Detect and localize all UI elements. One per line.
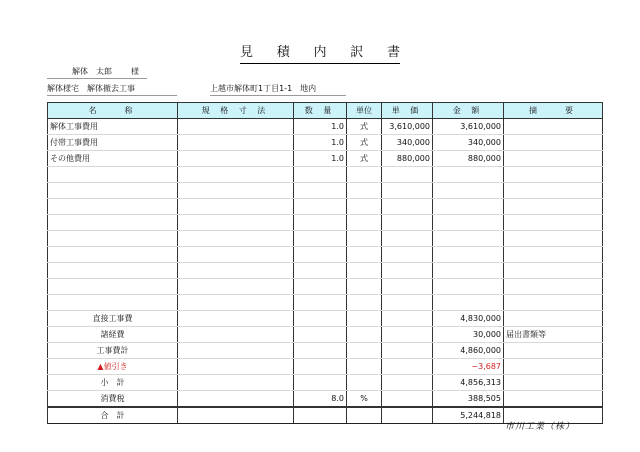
- cell-qty: 1.0: [294, 135, 347, 151]
- summary-row-direct-cost: [48, 311, 603, 327]
- cell-name: 付帯工事費用: [48, 135, 178, 151]
- cell-note: [504, 135, 603, 151]
- summary-label: 小 計: [48, 375, 178, 391]
- cell-spec: [178, 135, 294, 151]
- project-address: 上越市解体町1丁目1-1 地内: [210, 83, 346, 96]
- empty-row: [48, 263, 603, 279]
- summary-row-discount: [48, 359, 603, 375]
- header-spec: 規 格 寸 法: [178, 103, 294, 119]
- cell-amount: 880,000: [433, 151, 504, 167]
- estimate-table: [47, 102, 603, 424]
- cell-qty: 1.0: [294, 119, 347, 135]
- summary-note: [504, 343, 603, 359]
- empty-row: [48, 215, 603, 231]
- header-name: 名 称: [48, 103, 178, 119]
- total-amount: 5,244,818: [433, 407, 504, 424]
- empty-row: [48, 295, 603, 311]
- summary-label: 直接工事費: [48, 311, 178, 327]
- empty-row: [48, 167, 603, 183]
- summary-note: [504, 311, 603, 327]
- client-line: [47, 66, 147, 79]
- summary-amount: 4,856,313: [433, 375, 504, 391]
- cell-unit: 式: [347, 151, 382, 167]
- cell-amount: 3,610,000: [433, 119, 504, 135]
- cell-price: 340,000: [382, 135, 433, 151]
- empty-row: [48, 231, 603, 247]
- empty-row: [48, 199, 603, 215]
- cell-unit: 式: [347, 119, 382, 135]
- client-honorific: 様: [131, 67, 139, 76]
- document-title: [240, 45, 400, 64]
- summary-amount: 388,505: [433, 391, 504, 408]
- empty-row: [48, 247, 603, 263]
- cell-name: その他費用: [48, 151, 178, 167]
- summary-note: [504, 375, 603, 391]
- summary-label: 消費税: [48, 391, 178, 408]
- summary-note: [504, 359, 603, 375]
- table-row: [48, 151, 603, 167]
- tax-rate: 8.0: [294, 391, 347, 408]
- summary-row-subtotal: [48, 375, 603, 391]
- title-char: 積: [276, 45, 290, 60]
- cell-note: [504, 119, 603, 135]
- summary-label: 諸経費: [48, 327, 178, 343]
- summary-label: ▲値引き: [48, 359, 178, 375]
- summary-row-tax: [48, 391, 603, 408]
- cell-amount: 340,000: [433, 135, 504, 151]
- cell-price: 3,610,000: [382, 119, 433, 135]
- cell-unit: 式: [347, 135, 382, 151]
- empty-row: [48, 183, 603, 199]
- summary-amount: 30,000: [433, 327, 504, 343]
- summary-row-construction-total: [48, 343, 603, 359]
- title-char: 内: [313, 45, 327, 60]
- title-char: 訳: [350, 45, 364, 60]
- cell-spec: [178, 151, 294, 167]
- table-header-row: [48, 103, 603, 119]
- summary-amount: 4,860,000: [433, 343, 504, 359]
- header-price: 単 価: [382, 103, 433, 119]
- empty-row: [48, 279, 603, 295]
- title-char: 書: [386, 45, 400, 60]
- summary-note: [504, 391, 603, 408]
- summary-amount: 4,830,000: [433, 311, 504, 327]
- header-unit: 単位: [347, 103, 382, 119]
- client-name: 解体 太郎: [72, 67, 112, 76]
- summary-row-overhead: [48, 327, 603, 343]
- header-note: 摘 要: [504, 103, 603, 119]
- table-row: [48, 135, 603, 151]
- table-row: [48, 119, 603, 135]
- cell-price: 880,000: [382, 151, 433, 167]
- project-name: 解体様宅 解体撤去工事: [47, 83, 177, 96]
- cell-qty: 1.0: [294, 151, 347, 167]
- tax-unit: %: [347, 391, 382, 408]
- summary-amount: −3,687: [433, 359, 504, 375]
- cell-spec: [178, 119, 294, 135]
- summary-note: 届出書類等: [504, 327, 603, 343]
- company-name: 市川工業（株）: [505, 422, 576, 432]
- header-amount: 金 額: [433, 103, 504, 119]
- header-qty: 数 量: [294, 103, 347, 119]
- cell-note: [504, 151, 603, 167]
- cell-name: 解体工事費用: [48, 119, 178, 135]
- title-char: 見: [240, 45, 254, 60]
- summary-label: 工事費計: [48, 343, 178, 359]
- total-label: 合 計: [48, 407, 178, 424]
